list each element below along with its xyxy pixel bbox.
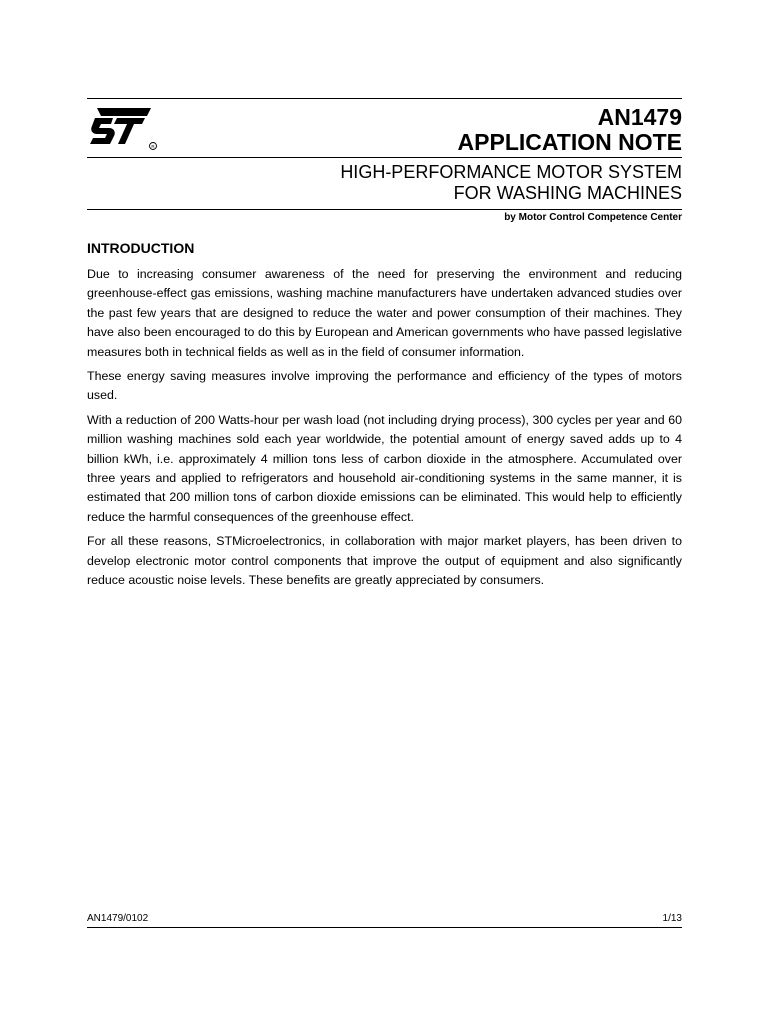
subtitle-line-2: FOR WASHING MACHINES bbox=[453, 183, 682, 203]
paragraph: For all these reasons, STMicroelectronics, in collaboration with major market players, has been driven to develop electronic motor control components that improve the output of equipment and also significantly reduce acoustic noise levels. These benefits are greatly appreciated by consumers. bbox=[87, 534, 682, 588]
body-text bbox=[87, 265, 682, 596]
subtitle-line-1: HIGH-PERFORMANCE MOTOR SYSTEM bbox=[340, 162, 682, 182]
footer-rule bbox=[87, 927, 682, 928]
header-bottom-rule bbox=[87, 209, 682, 210]
svg-text:R: R bbox=[151, 144, 155, 149]
header-middle-rule bbox=[87, 157, 682, 158]
paragraph: Due to increasing consumer awareness of the need for preserving the environment and reducing greenhouse-effect gas emissions, washing machine manufacturers have undertaken advanced studies over the past few years that are designed to reduce the water and power consumption of their machines. They have also been encouraged to do this by European and American governments who have passed legislative measures both in technical fields as well as in the field of consumer information. bbox=[87, 267, 682, 359]
author-byline: by Motor Control Competence Center bbox=[504, 212, 682, 223]
document-number: AN1479 bbox=[597, 104, 682, 130]
paragraph: With a reduction of 200 Watts-hour per wash load (not including drying process), 300 cycles per year and 60 million washing machines sold each year worldwide, the potential amount of energy saved adds up to 4 billion kWh, i.e. approximately 4 million tons less of carbon dioxide in the atmosphere. Accumulated over three years and applied to refrigerators and household air-conditioning systems in the same manner, it is estimated that 200 million tons of carbon dioxide emissions can be eliminated. This would help to efficiently reduce the harmful consequences of the greenhouse effect. bbox=[87, 412, 682, 524]
section-heading: INTRODUCTION bbox=[87, 240, 195, 256]
footer-document-reference: AN1479/0102 bbox=[87, 913, 149, 924]
document-type: APPLICATION NOTE bbox=[457, 129, 682, 155]
paragraph: These energy saving measures involve improving the performance and efficiency of the types of motors used. bbox=[87, 369, 682, 403]
document-subtitle bbox=[340, 162, 682, 204]
header-top-rule bbox=[87, 98, 682, 99]
st-logo bbox=[87, 108, 161, 152]
page-number: 1/13 bbox=[662, 913, 682, 924]
